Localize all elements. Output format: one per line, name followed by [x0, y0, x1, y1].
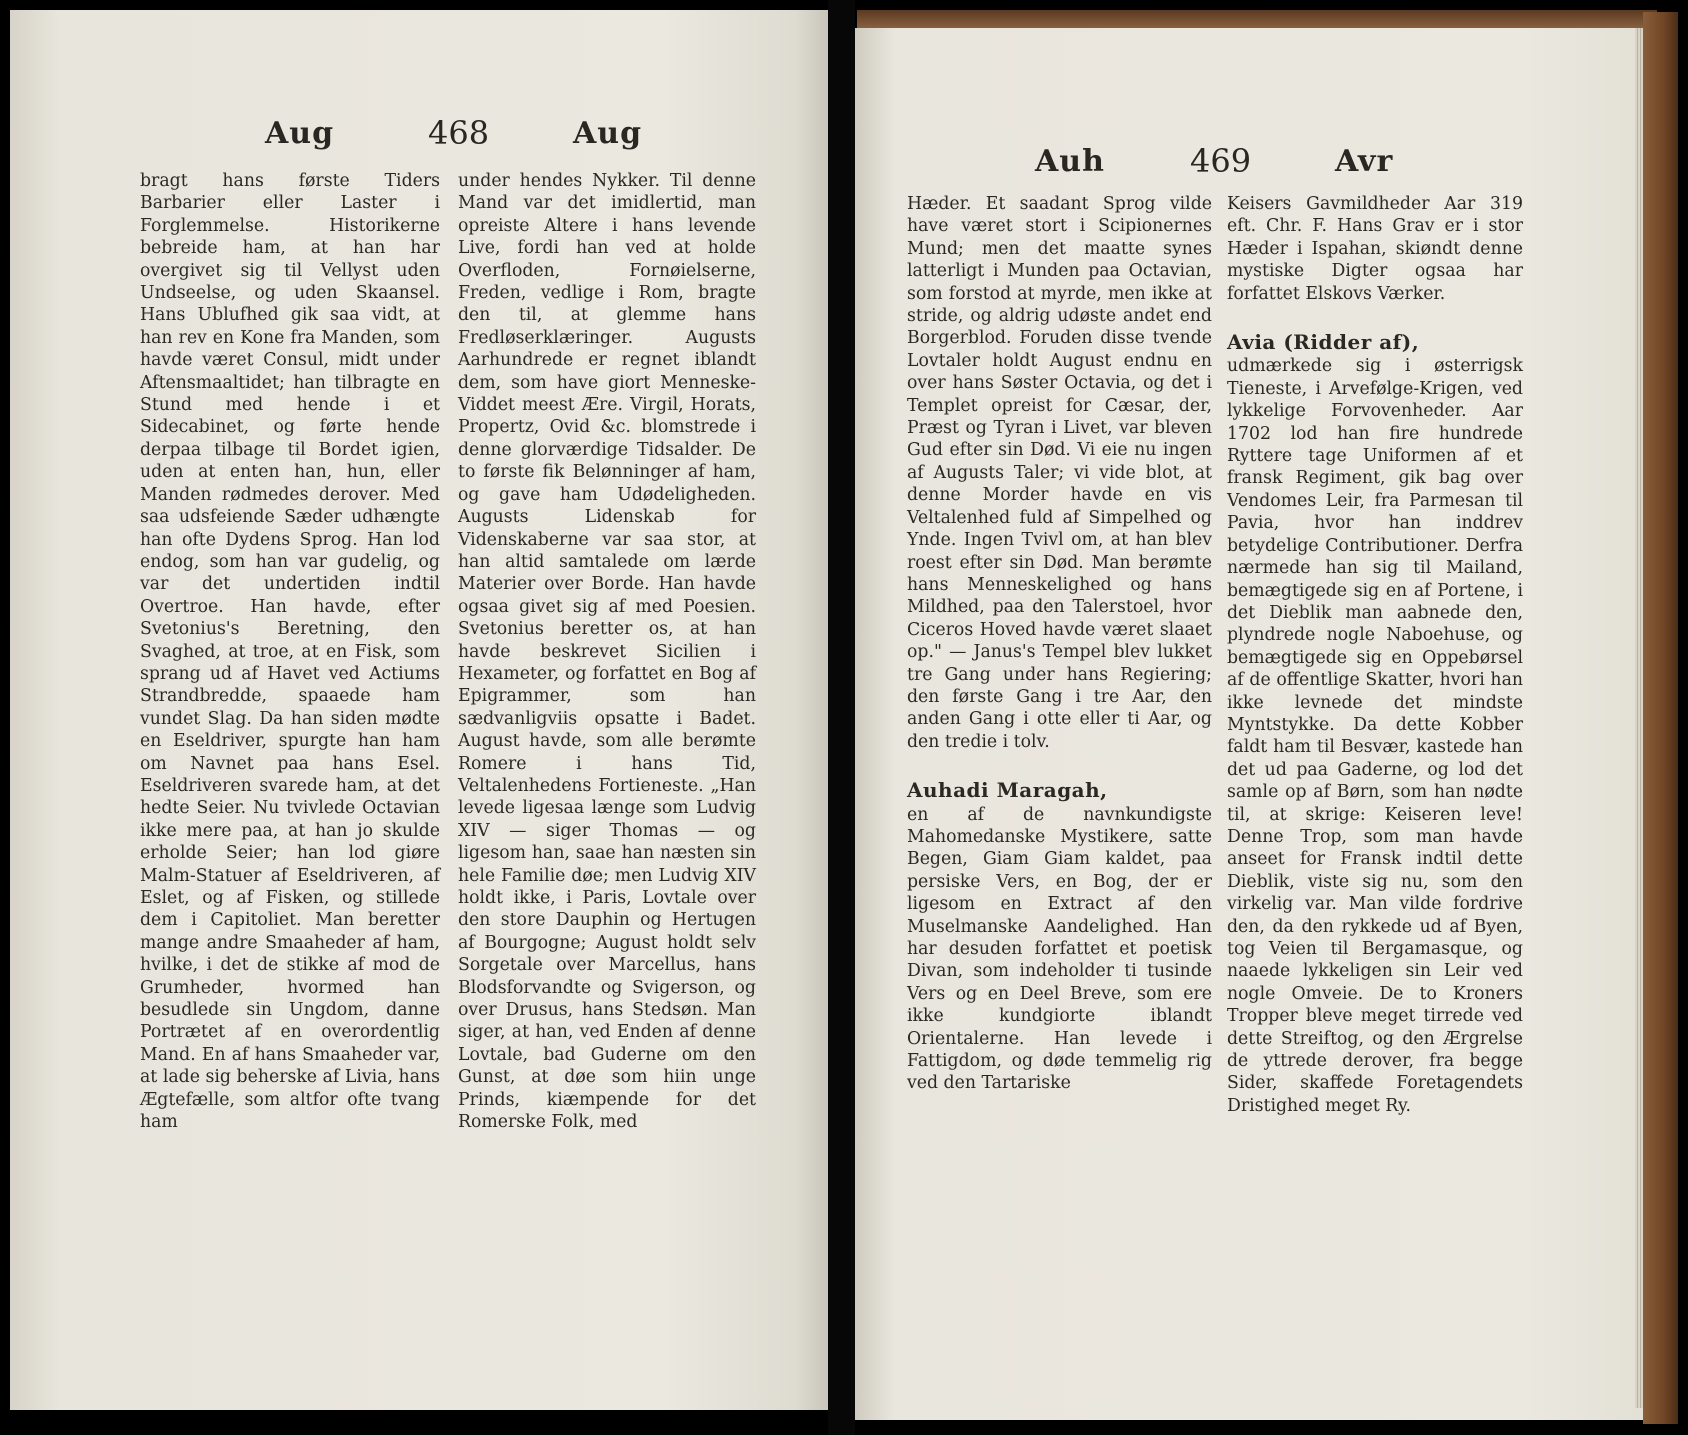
- entry-heading-auhadi: Auhadi Maragah,: [907, 778, 1108, 803]
- left-col2-text: under hendes Nykker. Til denne Mand var det imidlertid, man opreiste Altere i hans levende Live, fordi han ved at holde Overfloden, Fornøielserne, Freden, vedlige i Rom, bragte den til, at glemme hans Fredløserklæringer. Augusts Aarhundrede er regnet iblandt dem, som have giort Menneske-Viddet meest Ære. Virgil, Horats, Propertz, Ovid &c. blomstrede i denne glorværdige Tidsalder. De to første fik Belønninger af ham, og gave ham Udødeligheden. Augusts Lidenskab for Videnskaberne var saa stor, at han altid samtalede om lærde Materier over Borde. Han havde ogsaa givet sig af med Poesien. Svetonius beretter os, at han havde beskrevet Sicilien i Hexameter, og forfattet en Bog af Epigrammer, som han sædvanligviis opsatte i Badet. August havde, som alle berømte Romere i hans Tid, Veltalenhedens Fortieneste. „Han levede ligesaa længe som Ludvig XIV — siger Thomas — og ligesom han, saae han næsten sin hele Familie døe; men Ludvig XIV holdt ikke, i Paris, Lovtale over den store Dauphin og Hertugen af Bourgogne; August holdt selv Sorgetale over Marcellus, hans Blodsforvandte og Svigerson, og over Drusus, hans Stedsøn. Man siger, at han, ved Enden af denne Lovtale, bad Guderne om den Gunst, at døe som hiin unge Prinds, kiæmpende for det Romerske Folk, med: [458, 171, 756, 1133]
- book-cover-right-edge: [1643, 12, 1678, 1424]
- left-page-header: [10, 110, 828, 156]
- left-header-left-word: Aug: [265, 116, 335, 151]
- entry-heading-avia: Avia (Ridder af),: [1227, 330, 1420, 355]
- right-page: [855, 28, 1643, 1420]
- book-gutter: [828, 0, 855, 1435]
- left-page-column-2: [458, 170, 756, 1133]
- right-header-left-word: Auh: [1035, 144, 1105, 179]
- book-cover-top-edge: [857, 10, 1657, 30]
- right-page-column-2: [1227, 193, 1523, 1117]
- right-col2-entry-text: udmærkede sig i østerrigsk Tieneste, i Arvefølge-Krigen, ved lykkelige Forvovenheder. Aar 1702 lod han fire hundrede Ryttere tage Uniformen af et fransk Regiment, gik bag over Vendomes Leir, fra Parmesan til Pavia, hvor han inddrev betydelige Contributioner. Derfra nærmede han sig til Mailand, bemægtigede sig en af Portene, i det Dieblik man aabnede den, plyndrede nogle Naboehuse, og bemægtigede sig en Oppebørsel af de offentlige Skatter, hvori han ikke levnede det mindste Myntstykke. Da dette Kobber faldt ham til Besvær, kastede han det ud paa Gaderne, og lod det samle op af Børn, som han nødte til, at skrige: Keiseren leve! Denne Trop, som man havde anseet for Fransk indtil dette Dieblik, viste sig nu, som den virkelig var. Man vilde fordrive den, da den rykkede ud af Byen, tog Veien til Bergamasque, og naaede lykkeligen sin Leir ved nogle Omveie. De to Kroners Tropper bleve meget tirrede ved dette Streiftog, og den Ærgrelse de yttrede derover, fra begge Sider, skaffede Foretagendets Dristighed meget Ry.: [1227, 356, 1523, 1116]
- left-page-column-1: [140, 170, 440, 1133]
- entry-avia: [1227, 331, 1523, 355]
- left-col1-text: bragt hans første Tiders Barbarier eller Laster i Forglemmelse. Historikerne bebreide ham, at han har overgivet sig til Vellyst uden Undseelse, og uden Skaansel. Hans Ublufhed gik saa vidt, at han rev en Kone fra Manden, som havde været Consul, midt under Aftensmaaltidet; han tilbragte en Stund med hende i et Sidecabinet, og førte hende derpaa tilbage til Bordet igien, uden at enten han, hun, eller Manden rødmedes derover. Med saa udsfeiende Sæder udhængte han ofte Dydens Sprog. Han lod endog, som han var gudelig, og var det undertiden indtil Overtroe. Han havde, efter Svetonius's Beretning, den Svaghed, at troe, at en Fisk, som sprang ud af Havet ved Actiums Strandbredde, spaaede ham vundet Slag. Da han siden mødte en Eseldriver, spurgte han ham om Navnet paa hans Esel. Eseldriveren svarede ham, at det hedte Seier. Nu tvivlede Octavian ikke mere paa, at han jo skulde erholde Seier; han lod giøre Malm-Statuer af Eseldriveren, af Eslet, og af Fisken, og stillede dem i Capitoliet. Man beretter mange andre Smaaheder af ham, hvilke, i det de stikke af mod de Grumheder, hvormed han besudlede sin Ungdom, danne Portrætet af en overordentlig Mand. En af hans Smaaheder var, at lade sig beherske af Livia, hans Ægtefælle, som altfor ofte tvang ham: [140, 171, 440, 1133]
- left-page: [10, 10, 828, 1410]
- right-page-number: 469: [1190, 142, 1252, 180]
- entry-auhadi: [907, 779, 1212, 803]
- right-col1-entry-text: en af de navnkundigste Mahomedanske Mystikere, satte Begen, Giam Giam kaldet, paa persiske Vers, en Bog, der er ligesom en Extract af den Muselmanske Aandelighed. Han har desuden forfattet et poetisk Divan, som indeholder ti tusinde Vers og en Deel Breve, som ere ikke kundgiorte iblandt Orientalerne. Han levede i Fattigdom, og døde temmelig rig ved den Tartariske: [907, 804, 1212, 1094]
- right-col1-text: Hæder. Et saadant Sprog vilde have været stort i Scipionernes Mund; men det maatte synes latterligt i Munden paa Octavian, som forstod at myrde, men ikke at stride, og aldrig udøste andet end Borgerblod. Foruden disse tvende Lovtaler holdt August endnu en over hans Søster Octavia, og det i Templet opreist for Cæsar, der, Præst og Tyran i Livet, var bleven Gud efter sin Død. Vi eie nu ingen af Augusts Taler; vi vide blot, at denne Morder havde en vis Veltalenhed fuld af Simpelhed og Ynde. Ingen Tvivl om, at han blev roest efter sin Død. Man berømte hans Menneskelighed og hans Mildhed, paa den Talerstoel, hvor Ciceros Hoved havde været slaaet op." — Janus's Tempel blev lukket tre Gang under hans Regiering; den første Gang i tre Aar, den anden Gang i otte eller ti Aar, og den tredie i tolv.: [907, 194, 1212, 752]
- left-header-right-word: Aug: [573, 116, 643, 151]
- right-page-header: [855, 138, 1643, 184]
- left-page-number: 468: [428, 114, 490, 152]
- page-edges: [1635, 28, 1643, 1408]
- right-header-right-word: Avr: [1335, 144, 1394, 179]
- right-col2-text: Keisers Gavmildheder Aar 319 eft. Chr. F. Hans Grav er i stor Hæder i Ispahan, skiøndt denne mystiske Digter ogsaa har forfattet Elskovs Værker.: [1227, 194, 1523, 304]
- right-page-column-1: [907, 193, 1212, 1095]
